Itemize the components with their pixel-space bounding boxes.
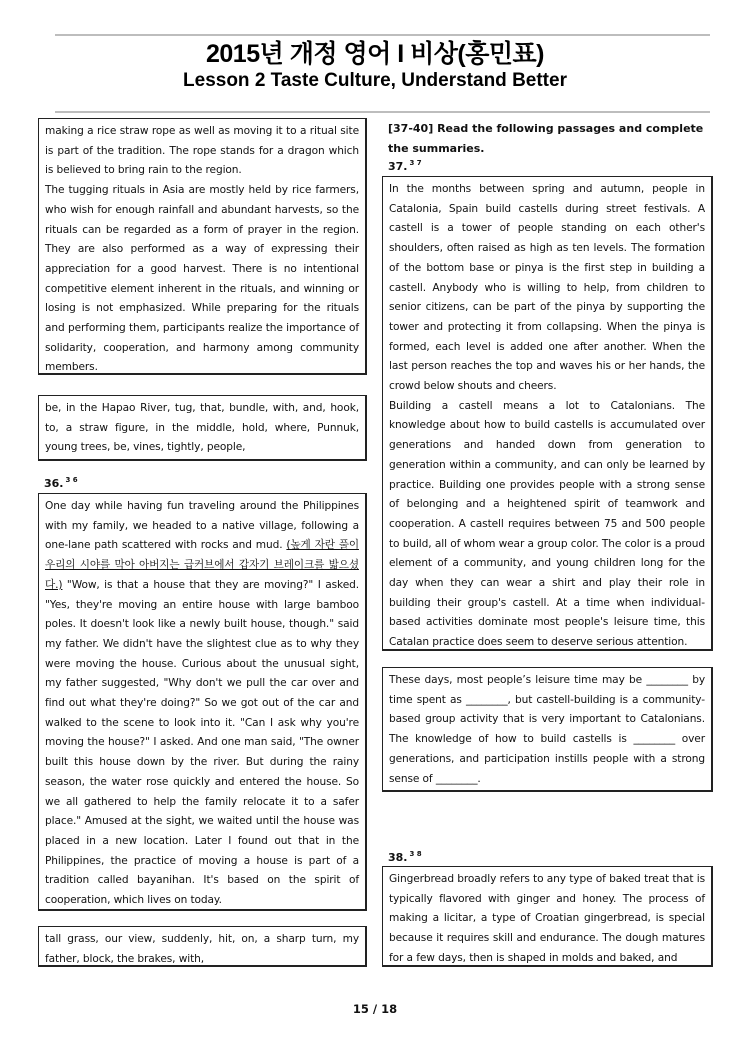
lesson-subtitle: Lesson 2 Taste Culture, Understand Better	[183, 70, 567, 91]
question-37-label	[388, 159, 422, 173]
summary-text: These days, most people’s leisure time may be ________ by time spent as ________, but castell-building is a community-based group activity that is very important to Catalonians. The knowledge of how to build castells is ________ over generations, and participation instills people with a strong sense of ________.	[389, 674, 705, 785]
passage-35-continued	[38, 118, 367, 375]
summary-37	[382, 667, 713, 792]
question-number: 36.	[44, 477, 64, 490]
question-number: 37.	[388, 160, 408, 173]
question-38-label	[388, 850, 422, 864]
passage-37	[382, 176, 713, 651]
question-sup: 3 6	[65, 476, 78, 484]
passage-36	[38, 493, 367, 911]
paragraph: Building a castell means a lot to Catalonians. The knowledge about how to build castells is accumulated over generations and handed down from generation to generation within a community, and can only be learned by practice. Building one provides people with a strong sense of belonging and a heightened spirit of teamwork and cooperation. A castell requires between 75 and 500 people to build, all of whom wear a group color. The color is a proud element of a community, and young children long for the day when they can wear a shirt and play their role in building their group's castell. At a time when individual-based activities dominate most people's leisure time, this Catalan practice does seem to deserve serious attention.	[389, 399, 705, 649]
page-number: 15 / 18	[352, 1002, 398, 1016]
question-36-label	[44, 476, 78, 490]
question-number: 38.	[388, 851, 408, 864]
passage-text: One day while having fun traveling around the Philippines with my family, we headed to a native village, following a one-lane path scattered with rocks and mud.	[45, 500, 359, 552]
passage-text: Gingerbread broadly refers to any type of baked treat that is typically flavored with ginger and honey. The process of making a licitar, a type of Croatian gingerbread, is special because it requires skill and endurance. The dough matures for a few days, then is shaped in molds and baked, and	[389, 873, 705, 964]
paragraph: making a rice straw rope as well as moving it to a ritual site is part of the tradition. The rope stands for a dragon which is believed to bring rain to the region.	[45, 125, 359, 177]
korean-translation-prompt: (높게 자란 풀이 우리의 시야를 막아 아버지는 급커브에서 갑자기 브레이크를 밟으셨다.)	[45, 539, 359, 591]
word-bank-text: tall grass, our view, suddenly, hit, on, a sharp turn, my father, block, the brakes, with,	[45, 933, 359, 965]
header-rule	[55, 111, 710, 113]
passage-text: "Wow, is that a house that they are moving?" I asked. "Yes, they're moving an entire house with large bamboo poles. It doesn't look like a newly built house, though." said my father. We didn't have the slightest clue as to why they were moving the house. Curious about the unusual sight, my father suggested, "Why don't we pull the car over and find out what they're doing?" So we got out of the car and walked to the scene to look into it. "Can I ask why you're moving the house?" I asked. And one man said, "The owner built this house down by the river. But during the rainy season, the water rose quickly and entered the house. So we all gathered to help the family relocate it to a safer place." Amused at the sight, we waited until the house was placed in a new location. Later I found out that in the Philippines, the practice of moving a house is part of a tradition called bayanihan. It's based on the spirit of cooperation, which lives on today.	[45, 578, 359, 907]
passage-38	[382, 866, 713, 967]
document-title: 2015년 개정 영어 I 비상(홍민표)	[206, 40, 544, 68]
question-sup: 3 8	[409, 850, 422, 858]
word-bank-text: be, in the Hapao River, tug, that, bundle, with, and, hook, to, a straw figure, in the middle, hold, where, Punnuk, young trees, be, vines, tightly, people,	[45, 402, 359, 454]
paragraph: In the months between spring and autumn, people in Catalonia, Spain build castells during street festivals. A castell is a tower of people standing on each other's shoulders, often raised as high as ten levels. The formation of the bottom base or pinya is the first step in building a castell. Anybody who is willing to help, from children to senior citizens, can be part of the pinya by supporting the tower and protecting it from collapsing. When the pinya is formed, each level is added one after another. When the last person reaches the top and waves his or her hands, the crowd below shouts and cheers.	[389, 183, 705, 393]
word-bank-35	[38, 395, 367, 461]
question-sup: 3 7	[409, 159, 422, 167]
paragraph: The tugging rituals in Asia are mostly held by rice farmers, who wish for enough rainfall and abundant harvests, so the rituals can be regarded as a form of prayer in the region. They are also performed as a way of expressing their appreciation for a good harvest. There is no intentional competitive element inherent in the rituals, and winning or losing is not emphasized. While preparing for the rituals and performing them, participants realize the importance of solidarity, cooperation, and harmony among community members.	[45, 184, 359, 374]
word-bank-36	[38, 926, 367, 967]
instructions-heading: [37-40] Read the following passages and complete the summaries.	[388, 122, 704, 155]
